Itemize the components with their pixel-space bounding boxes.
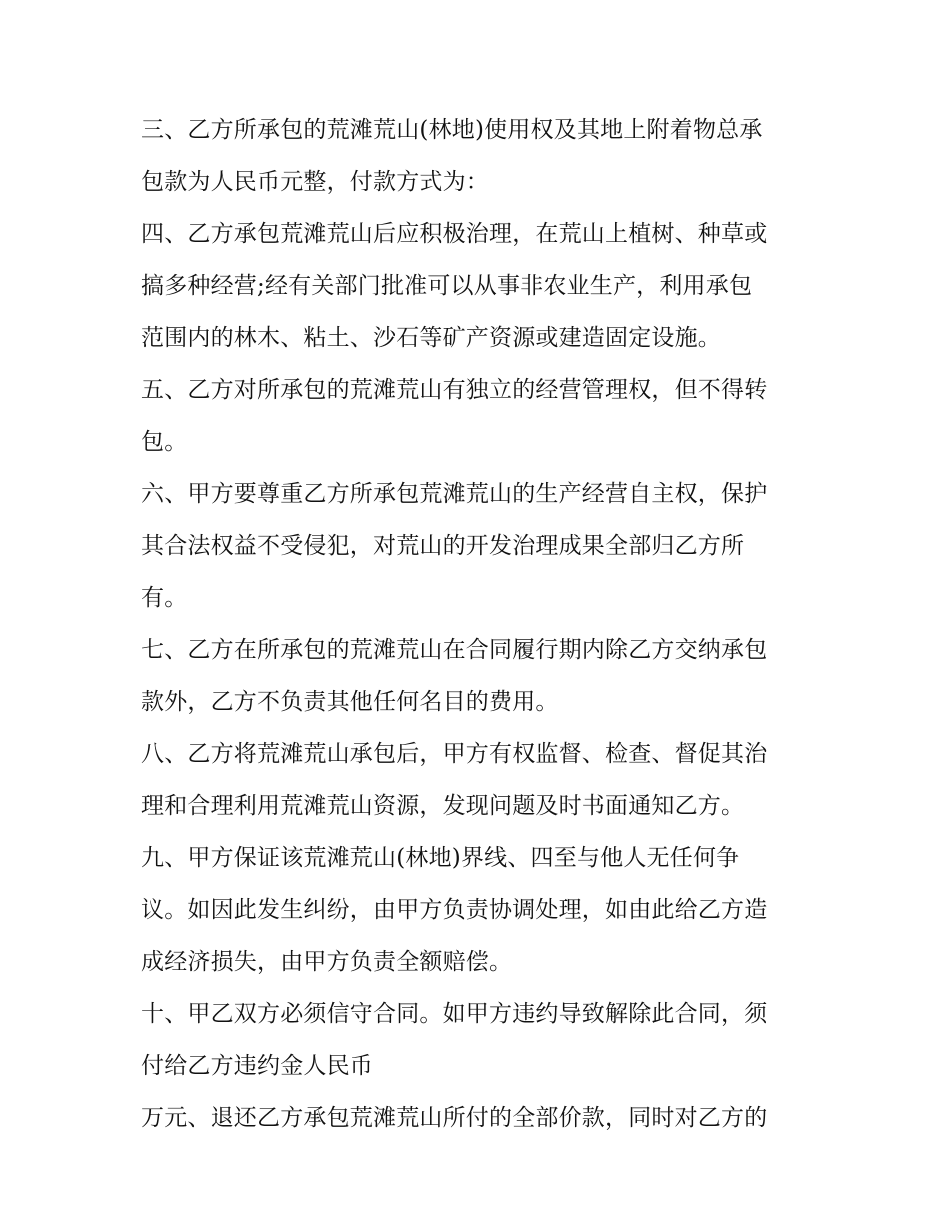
- text-line: 议。如因此发生纠纷，由甲方负责协调处理，如由此给乙方造: [141, 897, 768, 923]
- text-line: 三、乙方所承包的荒滩荒山(林地)使用权及其地上附着物总承: [141, 117, 763, 143]
- text-line: 五、乙方对所承包的荒滩荒山有独立的经营管理权，但不得转: [141, 377, 768, 403]
- text-line: 成经济损失，由甲方负责全额赔偿。: [141, 949, 513, 975]
- text-line: 理和合理利用荒滩荒山资源，发现问题及时书面通知乙方。: [141, 793, 745, 819]
- text-line: 六、甲方要尊重乙方所承包荒滩荒山的生产经营自主权，保护: [141, 481, 768, 507]
- text-line: 其合法权益不受侵犯，对荒山的开发治理成果全部归乙方所: [141, 533, 745, 559]
- text-line: 搞多种经营;经有关部门批准可以从事非农业生产，利用承包: [141, 273, 753, 299]
- text-line: 包款为人民币元整，付款方式为：: [141, 169, 489, 195]
- text-line: 付给乙方违约金人民币: [141, 1053, 373, 1079]
- text-line: 十、甲乙双方必须信守合同。如甲方违约导致解除此合同，须: [141, 1001, 768, 1027]
- text-line: 范围内的林木、粘土、沙石等矿产资源或建造固定设施。: [141, 325, 721, 351]
- text-line: 四、乙方承包荒滩荒山后应积极治理，在荒山上植树、种草或: [141, 221, 768, 247]
- text-line: 九、甲方保证该荒滩荒山(林地)界线、四至与他人无任何争: [141, 845, 740, 871]
- text-line: 有。: [141, 585, 188, 611]
- text-line: 七、乙方在所承包的荒滩荒山在合同履行期内除乙方交纳承包: [141, 637, 768, 663]
- text-line: 款外，乙方不负责其他任何名目的费用。: [141, 689, 559, 715]
- text-line: 万元、退还乙方承包荒滩荒山所付的全部价款，同时对乙方的: [141, 1105, 768, 1131]
- text-line: 八、乙方将荒滩荒山承包后，甲方有权监督、检查、督促其治: [141, 741, 768, 767]
- document-body: [141, 104, 813, 1144]
- text-line: 包。: [141, 429, 188, 455]
